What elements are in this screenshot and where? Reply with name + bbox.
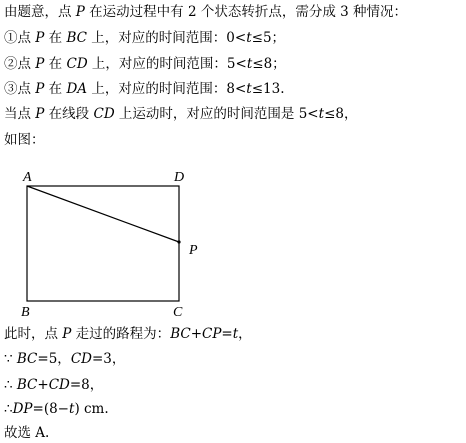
segment-ap xyxy=(27,186,179,242)
text-line-1: 由题意，点 P 在运动过程中有 2 个状态转折点，需分成 3 种情况： xyxy=(4,4,408,20)
point-p-dot xyxy=(177,240,180,243)
text-line-10: ∴DP=(8−t) cm. xyxy=(4,401,109,417)
text-line-5: 当点 P 在线段 CD 上运动时，对应的时间范围是 5<t≤8， xyxy=(4,106,358,122)
label-p: P xyxy=(189,243,198,258)
text-line-2: ①点 P 在 BC 上，对应的时间范围：0<t≤5； xyxy=(4,30,286,46)
text-line-4: ③点 P 在 DA 上，对应的时间范围：8<t≤13. xyxy=(4,81,285,97)
text-line-6: 如图： xyxy=(4,132,45,148)
label-d: D xyxy=(174,170,185,185)
text-line-7: 此时，点 P 走过的路程为：BC+CP=t， xyxy=(4,326,252,342)
rectangle-abcd xyxy=(27,186,179,301)
label-b: B xyxy=(21,305,30,320)
text-line-3: ②点 P 在 CD 上，对应的时间范围：5<t≤8； xyxy=(4,56,286,72)
text-line-9: ∴ BC+CD=8， xyxy=(4,377,104,393)
label-a: A xyxy=(23,170,32,185)
label-c: C xyxy=(173,305,183,320)
text-line-8: ∵ BC=5，CD=3， xyxy=(4,351,126,367)
text-line-11: 故选 A. xyxy=(4,425,50,441)
